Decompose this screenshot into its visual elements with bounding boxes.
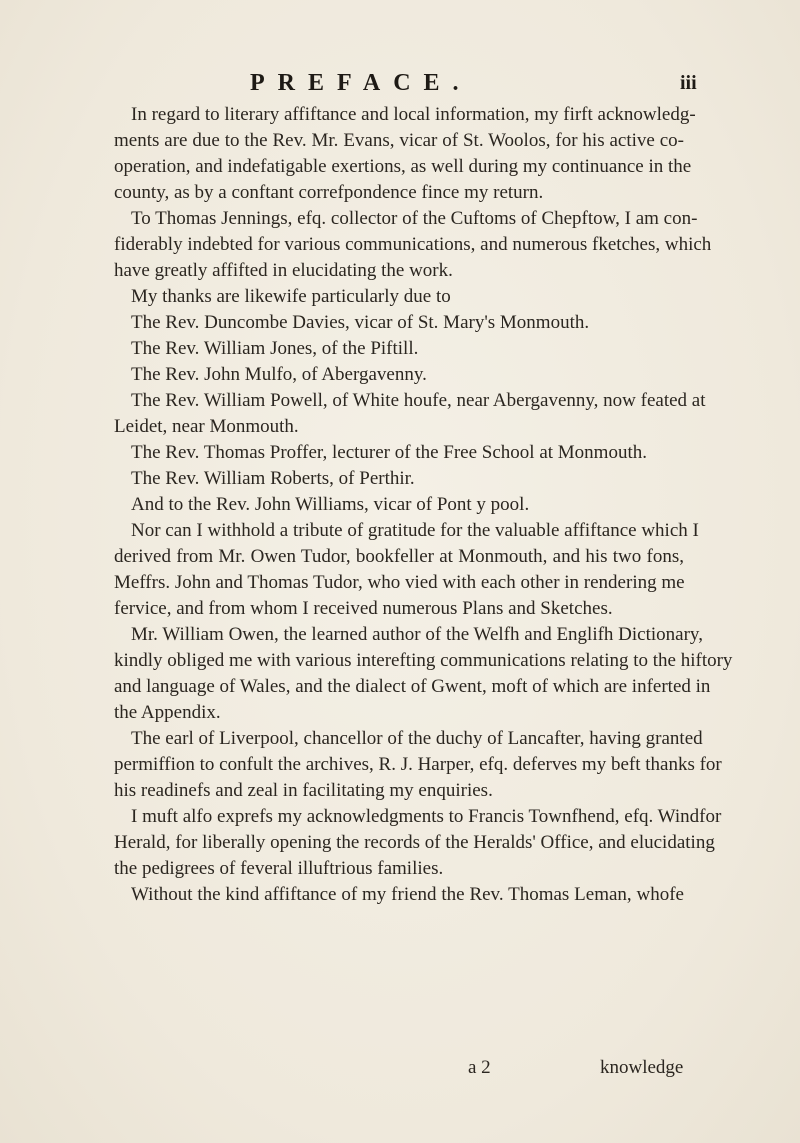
page-number: iii <box>680 72 697 94</box>
text-line: Meffrs. John and Thomas Tudor, who vied with each other in rendering me <box>114 572 685 593</box>
text-line: Leidet, near Monmouth. <box>114 416 299 437</box>
text-line: and language of Wales, and the dialect of Gwent, moft of which are inferted in <box>114 676 711 697</box>
text-line: have greatly affifted in elucidating the work. <box>114 260 453 281</box>
text-line: The earl of Liverpool, chancellor of the duchy of Lancafter, having granted <box>131 728 703 749</box>
text-line: his readinefs and zeal in facilitating my enquiries. <box>114 780 493 801</box>
catchword: knowledge <box>600 1057 684 1078</box>
text-line: I muft alfo exprefs my acknowledgments to Francis Townfhend, efq. Windfor <box>131 806 722 827</box>
text-line: To Thomas Jennings, efq. collector of the Cuftoms of Chepftow, I am con- <box>131 208 698 229</box>
text-line: The Rev. William Jones, of the Piftill. <box>131 338 419 359</box>
text-line: county, as by a conftant correfpondence fince my return. <box>114 182 544 203</box>
running-title: PREFACE. <box>250 70 472 96</box>
text-line: Nor can I withhold a tribute of gratitude for the valuable affiftance which I <box>131 520 699 541</box>
text-line: the Appendix. <box>114 702 221 723</box>
text-line: My thanks are likewife particularly due to <box>131 286 451 307</box>
text-line: Without the kind affiftance of my friend the Rev. Thomas Leman, whofe <box>131 884 684 905</box>
text-line: The Rev. Thomas Proffer, lecturer of the Free School at Monmouth. <box>131 442 647 463</box>
text-line: The Rev. William Powell, of White houfe, near Abergavenny, now feated at <box>131 390 706 411</box>
text-line: The Rev. William Roberts, of Perthir. <box>131 468 415 489</box>
text-line: Mr. William Owen, the learned author of the Welfh and Englifh Dictionary, <box>131 624 703 645</box>
text-line: derived from Mr. Owen Tudor, bookfeller at Monmouth, and his two fons, <box>114 546 684 567</box>
text-line: permiffion to confult the archives, R. J. Harper, efq. deferves my beft thanks for <box>114 754 722 775</box>
text-line: kindly obliged me with various interefting communications relating to the hiftory <box>114 650 733 671</box>
text-line: In regard to literary affiftance and local information, my firft acknowledg- <box>131 104 696 125</box>
text-line: And to the Rev. John Williams, vicar of Pont y pool. <box>131 494 530 515</box>
text-line: operation, and indefatigable exertions, as well during my continuance in the <box>114 156 692 177</box>
text-line: Herald, for liberally opening the records of the Heralds' Office, and elucidating <box>114 832 715 853</box>
text-line: fervice, and from whom I received numerous Plans and Sketches. <box>114 598 613 619</box>
text-line: ments are due to the Rev. Mr. Evans, vicar of St. Woolos, for his active co- <box>114 130 684 151</box>
text-line: The Rev. Duncombe Davies, vicar of St. Mary's Monmouth. <box>131 312 590 333</box>
text-line: The Rev. John Mulfo, of Abergavenny. <box>131 364 427 385</box>
page-footer <box>0 1057 800 1083</box>
text-line: the pedigrees of feveral illuftrious families. <box>114 858 444 879</box>
text-line: fiderably indebted for various communications, and numerous fketches, which <box>114 234 712 255</box>
page-header <box>0 70 800 100</box>
signature-mark: a 2 <box>468 1057 491 1078</box>
